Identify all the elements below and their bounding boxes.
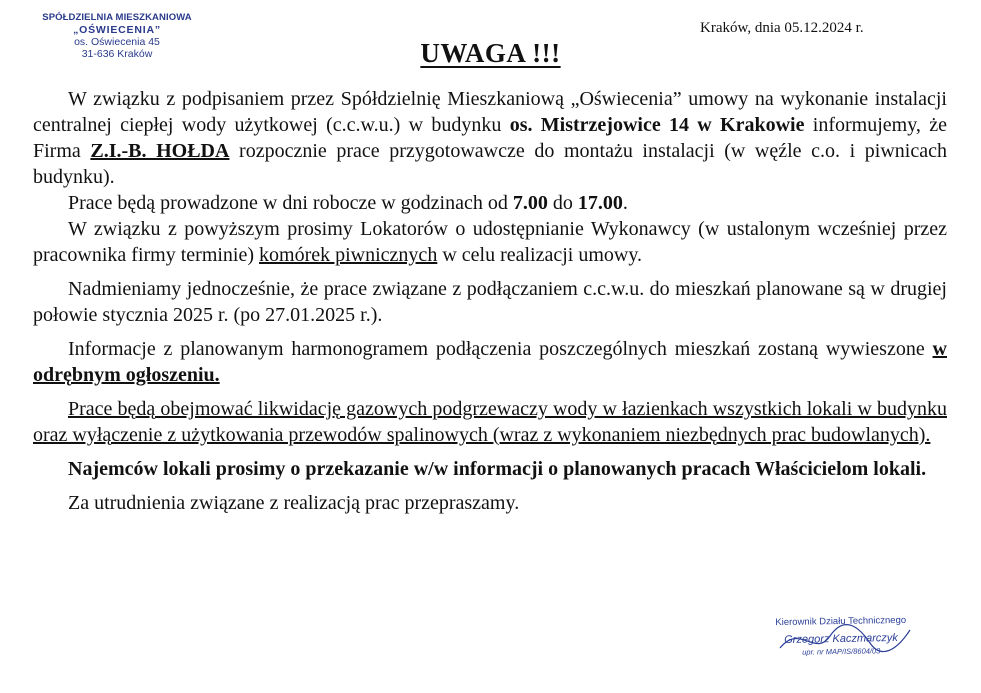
notice-title [0, 38, 981, 69]
text-run: rozpocznie prace przygotowawcze do montażu instalacji (w węźle c.o. i piwnicach budynku). [33, 140, 947, 188]
basement-cells: komórek piwnicznych [259, 244, 438, 266]
paragraph-apology: Za utrudnienia związane z realizacją prac przepraszamy. [68, 492, 520, 514]
text-run: W związku z podpisaniem przez Spółdzielnię Mieszkaniową „Oświecenia” umowy na wykonanie instalacji centralnej ciepłej wody użytkowej (c.c.w.u.) w budynku [33, 88, 947, 136]
paragraph-request: Najemców lokali prosimy o przekazanie w/w informacji o planowanych pracach Właścicielom lokali. [68, 458, 927, 480]
signature-scribble [770, 618, 920, 668]
text-run: do [547, 192, 578, 214]
text-run: W związku z powyższym prosimy Lokatorów o udostępnianie Wykonawcy (w ustalonym wcześniej przez pracownika firmy terminie) [33, 218, 947, 266]
separate-notice: w odrębnym ogłoszeniu. [33, 338, 947, 386]
paragraph-access [33, 216, 947, 268]
notice-body [33, 86, 947, 516]
text-run: . [622, 192, 628, 214]
start-hour: 7.00 [512, 192, 548, 214]
paragraph-intro [33, 86, 947, 190]
end-hour: 17.00 [577, 192, 623, 214]
paragraph-scope: Prace będą obejmować likwidację gazowych podgrzewaczy wody w łazienkach wszystkich lokali w budynku oraz wyłączenie z użytkowania przewodów spalinowych (wraz z wykonaniem niezbędnych prac budowlanych). [33, 398, 947, 446]
signature-title: Kierownik Działu Technicznego [775, 614, 907, 629]
text-run: Informacje z planowanym harmonogramem podłączenia poszczególnych mieszkań zostaną wywieszone [68, 338, 933, 360]
stamp-line-quoted-name: „OŚWIECENIA” [73, 24, 161, 36]
document-date: Kraków, dnia 05.12.2024 r. [700, 20, 864, 36]
contractor-name: Z.I.-B. HOŁDA [90, 140, 230, 162]
stamp-line-name: SPÓŁDZIELNIA MIESZKANIOWA [42, 12, 192, 23]
text-run: w celu realizacji umowy. [437, 244, 643, 266]
stamp-line-city: 31-636 Kraków [81, 48, 153, 60]
paragraph-announcement [33, 336, 947, 388]
stamp-line-street: os. Oświecenia 45 [74, 36, 160, 48]
signature-license: upr. nr MAP/IS/8604/03 [802, 646, 881, 657]
text-run: informujemy, że Firma [33, 114, 947, 162]
text-run: Prace będą prowadzone w dni robocze w godzinach od [68, 192, 513, 214]
paragraph-schedule: Nadmieniamy jednocześnie, że prace związane z podłączaniem c.c.w.u. do mieszkań planowane są w drugiej połowie stycznia 2025 r. (po 27.01.2025 r.). [33, 278, 947, 326]
signature-name: Grzegorz Kaczmarczyk [784, 632, 898, 646]
building-address: os. Mistrzejowice 14 w Krakowie [509, 114, 805, 136]
paragraph-hours [33, 190, 947, 216]
notice-title-text: UWAGA !!! [420, 38, 561, 68]
